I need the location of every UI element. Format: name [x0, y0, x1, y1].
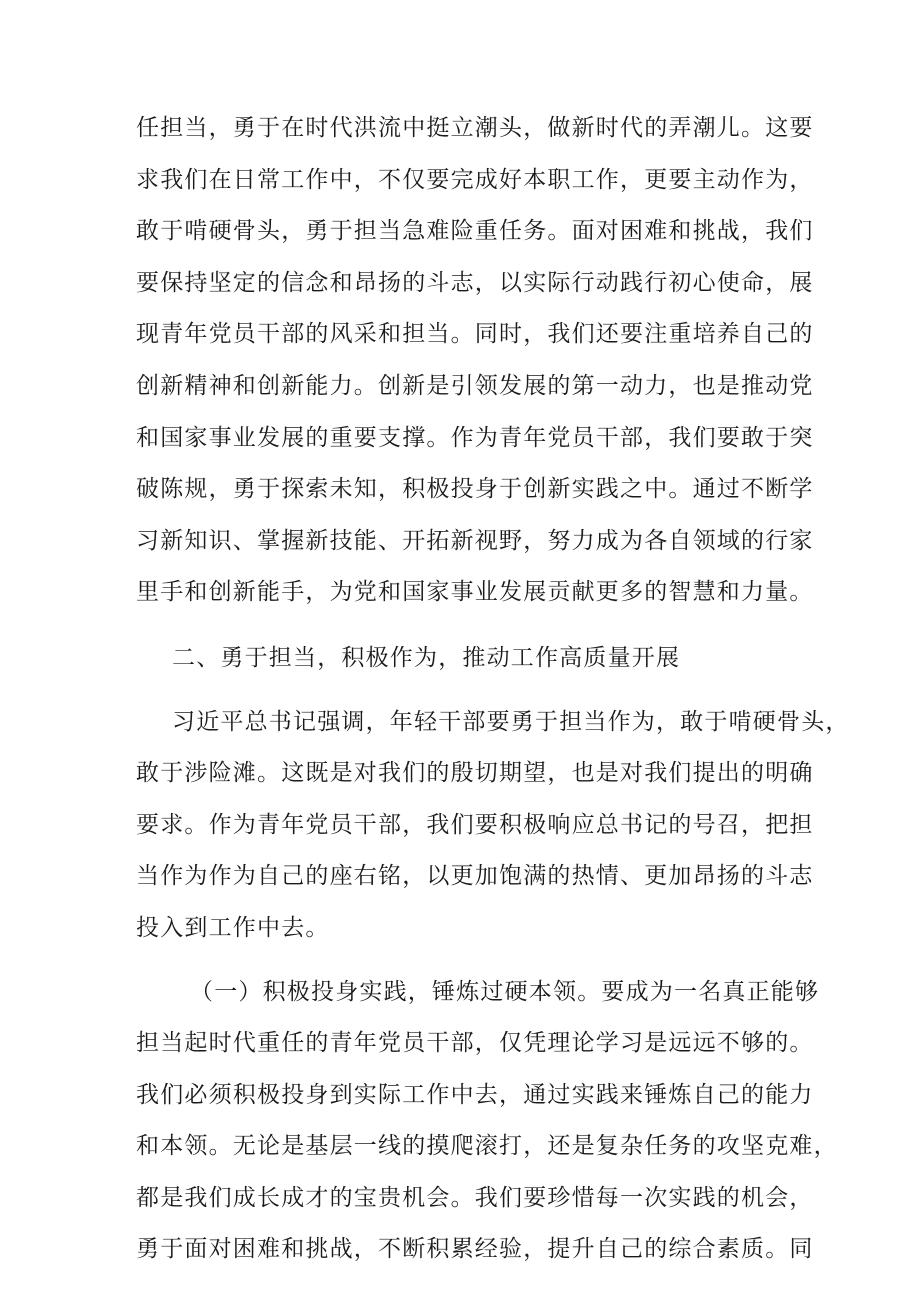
text-line: 要保持坚定的信念和昂扬的斗志，以实际行动践行初心使命，展: [136, 269, 814, 296]
text-line: 投入到工作中去。: [136, 914, 330, 941]
text-line: 习近平总书记强调，年轻干部要勇于担当作为，敢于啃硬骨头，: [172, 708, 850, 735]
text-line: 勇于面对困难和挑战，不断积累经验，提升自己的综合素质。同: [136, 1236, 814, 1263]
text-line: 要求。作为青年党员干部，我们要积极响应总书记的号召，把担: [136, 811, 814, 838]
document-body: [136, 103, 850, 1276]
paragraph-continuation: [136, 103, 814, 619]
text-line: 当作为作为自己的座右铭，以更加饱满的热情、更加昂扬的斗志: [136, 863, 814, 890]
text-line: 现青年党员干部的风采和担当。同时，我们还要注重培养自己的: [136, 321, 814, 348]
paragraph: [136, 697, 850, 955]
text-line: 破陈规，勇于探索未知，积极投身于创新实践之中。通过不断学: [136, 476, 814, 503]
text-line: 我们必须积极投身到实际工作中去，通过实践来锤炼自己的能力: [136, 1081, 814, 1108]
text-line: 求我们在日常工作中，不仅要完成好本职工作，更要主动作为，: [136, 166, 814, 193]
text-line: 担当起时代重任的青年党员干部，仅凭理论学习是远远不够的。: [136, 1030, 814, 1057]
section-heading-text: 二、勇于担当，积极作为，推动工作高质量开展: [172, 644, 681, 671]
text-line: 敢于啃硬骨头，勇于担当急难险重任务。面对困难和挑战，我们: [136, 218, 814, 245]
section-heading: [136, 633, 786, 685]
text-line: 习新知识、掌握新技能、开拓新视野，努力成为各自领域的行家: [136, 527, 814, 554]
text-line: 和国家事业发展的重要支撑。作为青年党员干部，我们要敢于突: [136, 424, 814, 451]
text-line: 都是我们成长成才的宝贵机会。我们要珍惜每一次实践的机会，: [136, 1184, 814, 1211]
text-line: 里手和创新能手，为党和国家事业发展贡献更多的智慧和力量。: [136, 579, 814, 606]
text-line: 敢于涉险滩。这既是对我们的殷切期望，也是对我们提出的明确: [136, 760, 814, 787]
text-line: 创新精神和创新能力。创新是引领发展的第一动力，也是推动党: [136, 372, 814, 399]
text-line: （一）积极投身实践，锤炼过硬本领。要成为一名真正能够: [190, 978, 820, 1005]
paragraph: [136, 967, 838, 1277]
text-line: 任担当，勇于在时代洪流中挺立潮头，做新时代的弄潮儿。这要: [136, 115, 814, 141]
text-line: 和本领。无论是基层一线的摸爬滚打，还是复杂任务的攻坚克难，: [136, 1133, 838, 1160]
